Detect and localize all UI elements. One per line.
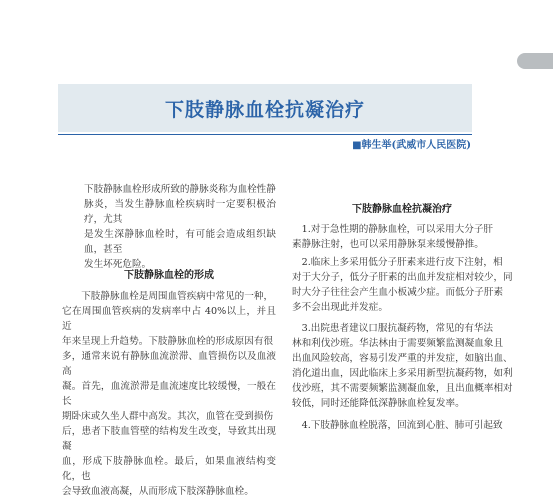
- page-edge-tab: [517, 53, 553, 69]
- section-heading-formation: 下肢静脉血栓的形成: [124, 270, 214, 281]
- article-author: ■韩生举(武威市人民医院): [352, 140, 471, 151]
- intro-paragraph: 下肢静脉血栓形成所致的静脉炎称为血栓性静 脉炎，当发生静脉血栓疾病时一定要积极治疗，尤其 是发生深静脉血栓时，有可能会造成组织缺血，甚至 发生坏死危险。: [84, 184, 276, 270]
- title-divider: [58, 134, 472, 135]
- formation-paragraph: 下肢静脉血栓是周围血管疾病中常见的一种， 它在周围血管疾病的发病率中占 40%以上，并且近 年来呈现上升趋势。下肢静脉血栓的形成原因有很 多，通常来说有静脉血流淤滞、血管损伤以及血液高 凝。首先，血流淤滞是血流速度比较缓慢，一般在长 期卧床或久坐人群中高发。其次，血管在受到损伤 后，患者下肢血管壁的结构发生改变，导致其出现凝 血，形成下肢静脉血栓。最后，如果血液结构变化，也 会导致血液高凝，从而形成下肢深静脉血栓。: [62, 291, 276, 497]
- treatment-item-4: 4.下肢静脉血栓脱落，回流到心脏、肺可引起致: [301, 420, 503, 431]
- section-heading-treatment: 下肢静脉血栓抗凝治疗: [352, 204, 452, 215]
- treatment-item-1: 1.对于急性期的静脉血栓，可以采用大分子肝 素静脉注射，也可以采用静脉泵来缓慢静推。: [292, 224, 494, 250]
- article-title: 下肢静脉血栓抗凝治疗: [164, 98, 365, 121]
- treatment-item-3: 3.出院患者建议口服抗凝药物，常见的有华法 林和利伐沙班。华法林由于需要频繁监测凝血象且 出血风险较高，容易引发严重的并发症，如脑出血、 消化道出血，因此临床上多采用新型抗凝药物，如利 伐沙班，其不需要频繁监测凝血象，且出血概率相对 较低，同时还能降低深静脉血栓复发率。: [292, 323, 513, 409]
- treatment-item-2: 2.临床上多采用低分子肝素来进行皮下注射，相 对于大分子，低分子肝素的出血并发症相对较少，同 时大分子往往会产生血小板减少症。而低分子肝素 多不会出现此并发症。: [292, 257, 513, 313]
- title-banner: [58, 84, 472, 132]
